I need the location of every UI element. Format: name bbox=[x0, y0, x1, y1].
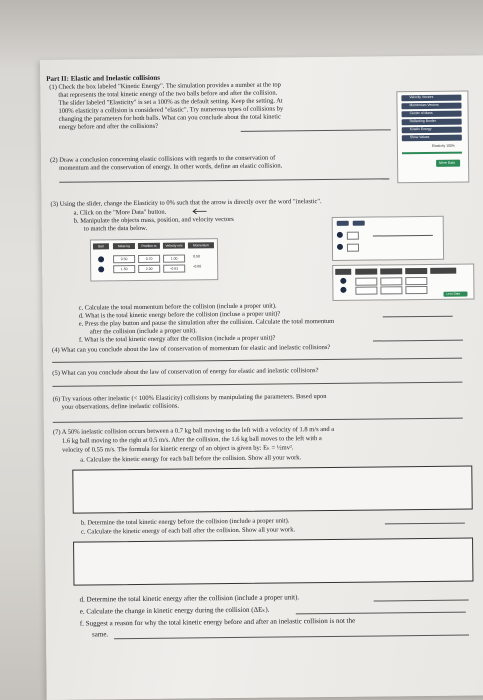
q3c-text: c. Calculate the total momentum before the collision (include a proper unit). bbox=[78, 302, 277, 312]
q7-line-1: (7) A 50% inelastic collision occurs between a 0.7 kg ball moving to the left with a velocity of 1.8 m/s and a bbox=[52, 425, 335, 436]
q7e-answer-line bbox=[296, 612, 466, 615]
q7-line-2: 1.6 kg ball moving to the right at 0.5 m/s. After the collision, the 1.6 kg ball moves to the left with a bbox=[61, 435, 322, 445]
table-cell: 0.50 bbox=[193, 254, 200, 259]
table-header-ball: Ball bbox=[93, 243, 109, 249]
q3-line: (3) Using the slider, change the Elasticity to 0% such that the arrow is directly over the word "inelastic". bbox=[50, 198, 322, 208]
ball-2-icon bbox=[340, 287, 346, 293]
q3d-answer-line bbox=[383, 316, 453, 318]
q1-line-2: that represents the total kinetic energy of the two balls before and after the collision. bbox=[58, 89, 278, 99]
q1-line-3: The slider labeled "Elasticity" is set a 100% as the default setting. Keep the setting. At bbox=[58, 97, 283, 107]
velocity-vectors-checkbox[interactable] bbox=[401, 95, 461, 102]
worksheet-page bbox=[40, 55, 483, 700]
sim-header-cell bbox=[380, 268, 402, 274]
center-of-mass-checkbox[interactable] bbox=[402, 111, 462, 118]
sim-cell bbox=[355, 286, 377, 294]
sim-header-cell bbox=[430, 268, 456, 274]
center-of-mass-label: Center of Mass bbox=[409, 110, 433, 116]
sim-header-chip bbox=[353, 221, 365, 226]
sim-cell bbox=[347, 232, 359, 240]
q7b-answer-line bbox=[385, 523, 465, 525]
q7c-text: c. Calculate the kinetic energy of each ball after the collision. Show all your work. bbox=[80, 526, 296, 536]
q1-line-6: energy before and after the collisions? bbox=[58, 122, 159, 131]
ball-2-icon bbox=[337, 244, 343, 250]
table-header-momentum: Momentum kg·m/s bbox=[188, 242, 214, 248]
less-data-button[interactable] bbox=[443, 292, 467, 297]
sim-header-cell bbox=[405, 268, 427, 274]
part-title: Part II: Elastic and Inelastic collisions bbox=[46, 73, 160, 83]
q7e-text: e. Calculate the change in kinetic energy during the collision (ΔEₖ). bbox=[79, 605, 270, 616]
velocity-vectors-label: Velocity Vectors bbox=[409, 94, 434, 100]
sim-header-cell bbox=[355, 268, 377, 274]
arrow-icon bbox=[192, 208, 208, 214]
q7a-answer-box[interactable] bbox=[72, 465, 472, 513]
q6-answer-line bbox=[53, 418, 463, 423]
q1-line-1: (1) Check the box labeled "Kinetic Energy". The simulation provides a number at the top bbox=[49, 81, 281, 91]
momentum-vectors-label: Momentum Vectors bbox=[409, 102, 439, 108]
q2-answer-line bbox=[59, 178, 389, 182]
q3f-answer-line bbox=[373, 340, 463, 342]
q3d-text: d. What is the total kinetic energy before the collision (incluse a proper unit)? bbox=[78, 310, 281, 320]
sim-thumbnail-top bbox=[332, 216, 444, 261]
sim-control-panel bbox=[396, 91, 469, 184]
q7f-line-1: f. Suggest a reason for why the total kinetic energy before and after an inelastic collision is not the bbox=[79, 616, 356, 628]
sim-thumbnail-bottom bbox=[332, 263, 474, 300]
q6-line-1: (6) Try various other inelastic (< 100% Elasticity) collisions by manipulating the parameters. Based upon bbox=[52, 393, 327, 403]
sim-cell bbox=[355, 277, 377, 285]
q3f-text: f. What is the total kinetic energy after the collision (include a proper unit)? bbox=[78, 334, 276, 344]
reflecting-border-label: Reflecting Border bbox=[409, 118, 436, 124]
table-cell: 2.00 bbox=[138, 265, 160, 273]
q7a-text: a. Calculate the kinetic energy for each ball before the collision. Show all your work. bbox=[80, 454, 302, 464]
less-data-label: Less Data bbox=[446, 291, 461, 296]
more-data-label: More Data bbox=[439, 160, 455, 165]
sim-header-cell bbox=[335, 269, 351, 275]
ball-1-icon bbox=[98, 256, 104, 262]
momentum-vectors-checkbox[interactable] bbox=[401, 103, 461, 110]
q7d-text: d. Determine the total kinetic energy after the collision (include a proper unit). bbox=[79, 593, 300, 604]
q7b-text: b. Determine the total kinetic energy before the collision (include a proper unit). bbox=[80, 517, 290, 527]
sim-cell bbox=[380, 286, 402, 294]
table-cell: 0.50 bbox=[113, 255, 135, 263]
q3-data-table bbox=[90, 238, 218, 281]
q7-line-3: velocity of 0.55 m/s. The formula for kinetic energy of an object is given by: Eₖ = ½mv². bbox=[62, 444, 294, 454]
q7f-answer-line bbox=[114, 635, 469, 640]
sim-header-chip bbox=[337, 221, 349, 226]
ball-2-icon bbox=[98, 266, 104, 272]
sim-cell bbox=[405, 277, 427, 285]
table-cell: 1.50 bbox=[113, 265, 135, 273]
table-cell: -0.63 bbox=[163, 264, 185, 272]
table-header-mass: Mass kg bbox=[113, 243, 135, 249]
q5-text: (5) What can you conclude about the law of conservation of energy for elastic and inelastic collisions? bbox=[52, 367, 319, 377]
q3e-line-2: after the collision (include a proper unit). bbox=[89, 327, 197, 336]
show-values-label: Show Values bbox=[409, 134, 430, 140]
elasticity-label: Elasticity 100% bbox=[431, 143, 455, 148]
q3a-text: a. Click on the "More Data" button. bbox=[73, 208, 167, 217]
q7f-line-2: same. bbox=[91, 630, 109, 639]
q2-line-2: momentum and the conservation of energy. In other words, define an elastic collision. bbox=[59, 162, 283, 172]
table-cell: 0.70 bbox=[138, 255, 160, 263]
table-header-position: Position m bbox=[138, 243, 160, 249]
sim-cell bbox=[380, 277, 402, 285]
ball-1-icon bbox=[340, 278, 346, 284]
q3b-line-1: b. Manipulate the objects mass, position, and velocity vectors bbox=[73, 215, 234, 225]
q5-answer-line bbox=[52, 382, 462, 387]
q3b-line-2: to match the data below. bbox=[83, 224, 148, 233]
show-values-checkbox[interactable] bbox=[402, 135, 462, 142]
ball-1-icon bbox=[337, 232, 343, 238]
reflecting-border-checkbox[interactable] bbox=[402, 119, 462, 126]
q1-line-5: changing the parameters for both balls. What can you conclude about the total kinetic bbox=[58, 113, 281, 123]
sim-cell bbox=[347, 244, 359, 252]
q4-text: (4) What can you conclude about the law of conservation of momentum for elastic and inelastic collisions? bbox=[52, 343, 331, 354]
kinetic-energy-checkbox[interactable] bbox=[402, 127, 462, 134]
elasticity-slider[interactable] bbox=[402, 152, 462, 155]
sim-track-line bbox=[373, 235, 433, 237]
table-cell: -0.60 bbox=[193, 264, 202, 269]
table-cell: 1.00 bbox=[163, 254, 185, 262]
q4-answer-line bbox=[52, 358, 462, 363]
more-data-button[interactable] bbox=[436, 160, 460, 167]
q3e-line-1: e. Press the play button and pause the simulation after the collision. Calculate the total momentum bbox=[78, 317, 335, 328]
table-header-velocity: Velocity m/s bbox=[163, 242, 185, 248]
sim-cell bbox=[405, 286, 427, 294]
q1-answer-line bbox=[241, 129, 391, 132]
q7c-answer-box[interactable] bbox=[73, 537, 473, 585]
q2-line-1: (2) Draw a conclusion concerning elastic collisions with regards to the conservation of bbox=[50, 154, 276, 164]
kinetic-energy-label: Kinetic Energy bbox=[409, 126, 432, 132]
q6-line-2: your observations, define inelastic collisions. bbox=[61, 402, 180, 411]
q1-line-4: 100% elasticity a collision is considered "elastic". Try numerous types of collisions by bbox=[58, 105, 284, 115]
q7d-answer-line bbox=[374, 600, 469, 602]
